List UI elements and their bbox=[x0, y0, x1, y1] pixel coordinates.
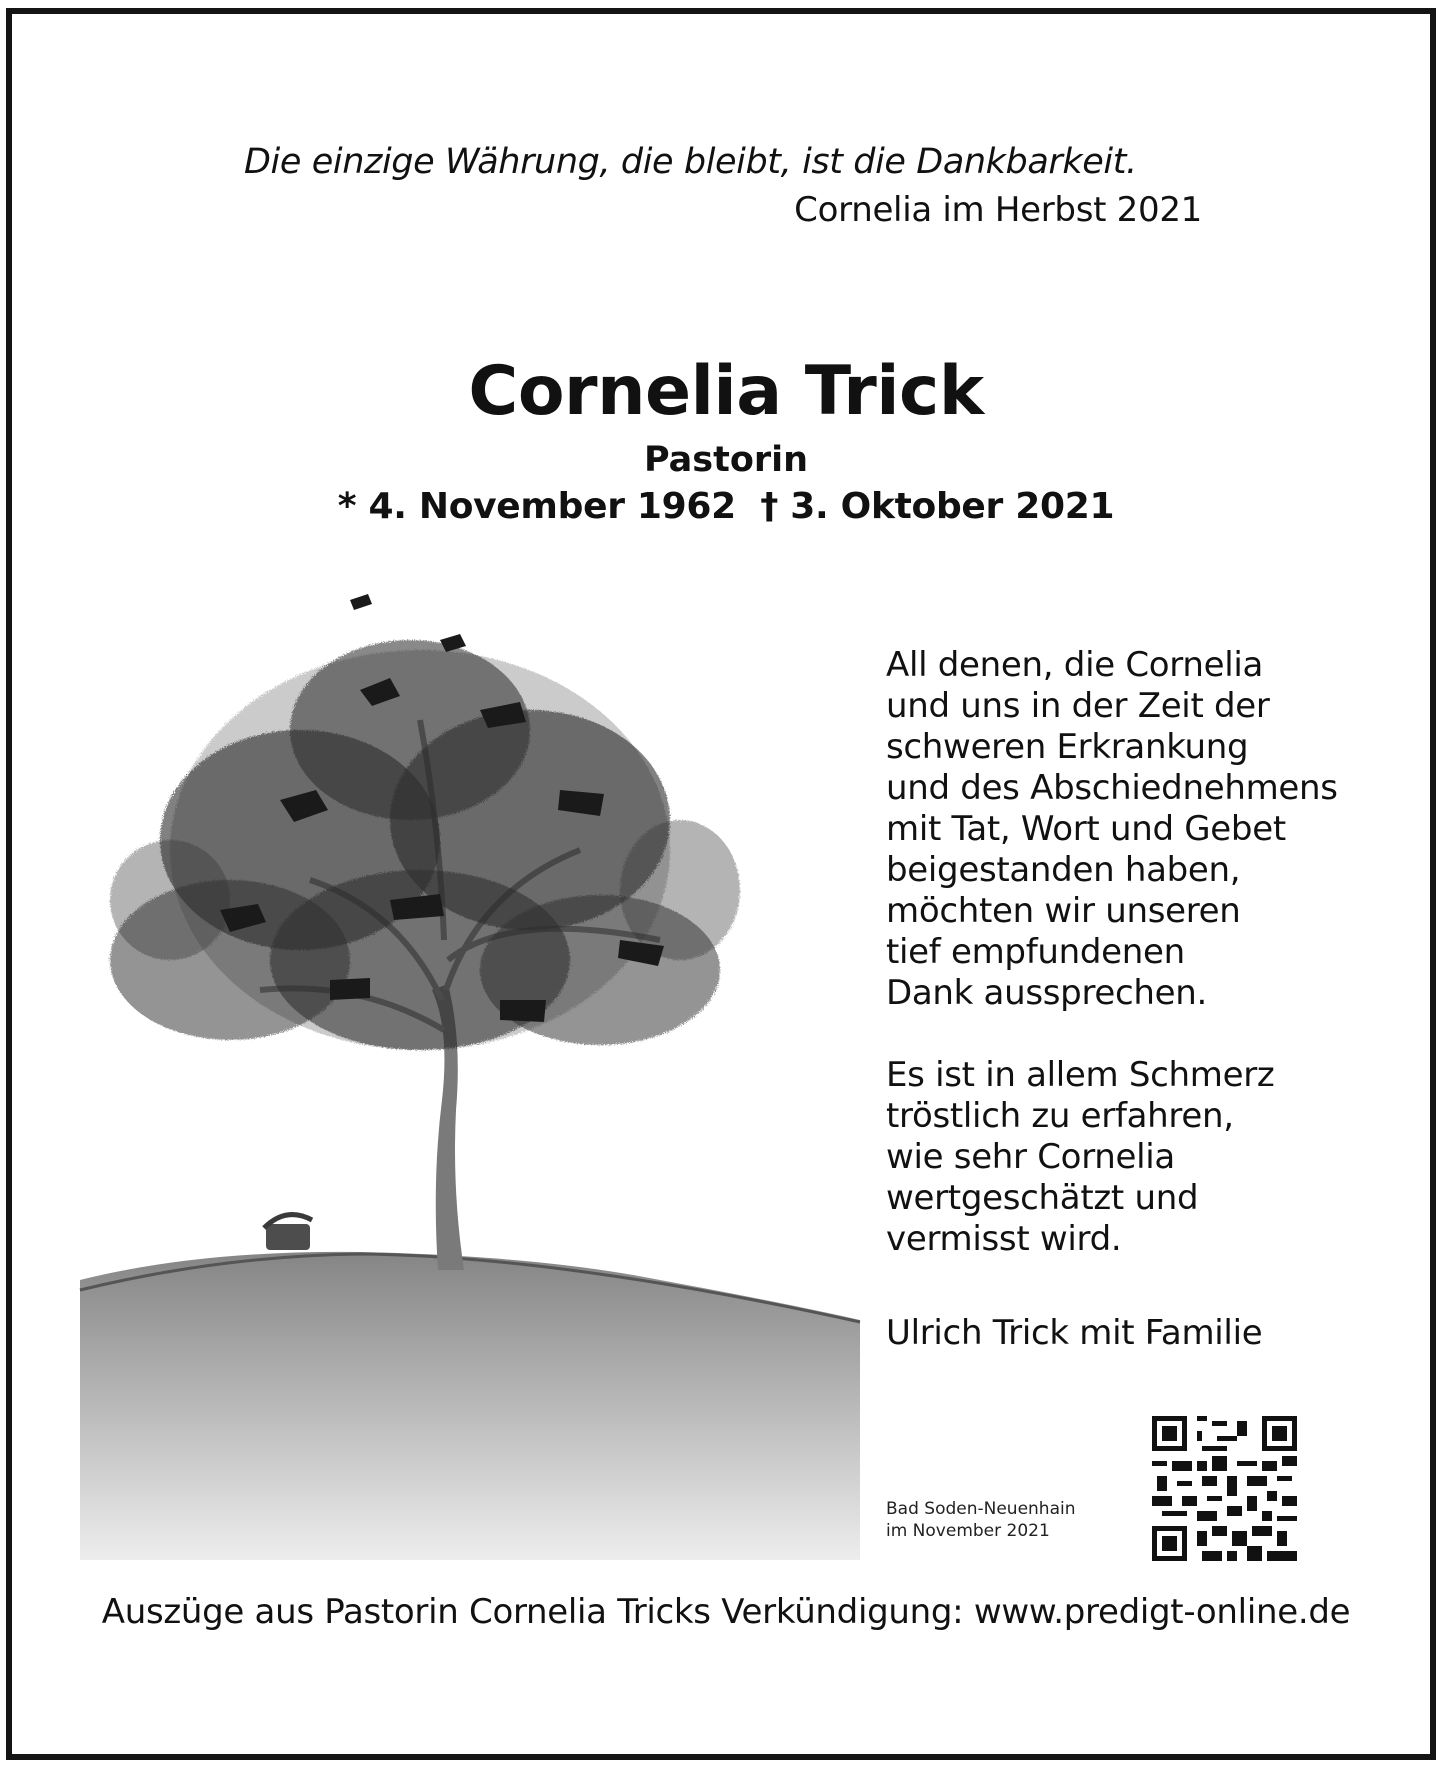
thanks-line: und des Abschiednehmens bbox=[886, 768, 1338, 808]
thanks-line: tief empfundenen bbox=[886, 932, 1185, 972]
deceased-name: Cornelia Trick bbox=[468, 352, 984, 431]
thanks-line: beigestanden haben, bbox=[886, 850, 1241, 890]
thanks-line: Dank aussprechen. bbox=[886, 973, 1208, 1013]
life-dates: * 4. November 1962 † 3. Oktober 2021 bbox=[337, 486, 1115, 527]
quote-text: Die einzige Währung, die bleibt, ist die Dankbarkeit. bbox=[244, 142, 1137, 182]
tree-illustration-icon bbox=[60, 580, 880, 1560]
place-line-2: im November 2021 bbox=[886, 1521, 1050, 1541]
thanks-line: möchten wir unseren bbox=[886, 891, 1241, 931]
signature: Ulrich Trick mit Familie bbox=[886, 1313, 1263, 1353]
footer-reference: Auszüge aus Pastorin Cornelia Tricks Verkündigung: www.predigt-online.de bbox=[101, 1592, 1351, 1632]
place-date bbox=[886, 1498, 1076, 1542]
thanks-line: wie sehr Cornelia bbox=[886, 1137, 1175, 1177]
thanks-line: vermisst wird. bbox=[886, 1219, 1122, 1259]
thanks-line: Es ist in allem Schmerz bbox=[886, 1055, 1275, 1095]
thanks-paragraph-2 bbox=[886, 1055, 1338, 1260]
thanks-line: tröstlich zu erfahren, bbox=[886, 1096, 1234, 1136]
thanks-line: mit Tat, Wort und Gebet bbox=[886, 809, 1286, 849]
thanks-paragraph-1 bbox=[886, 645, 1338, 1014]
quote-attribution: Cornelia im Herbst 2021 bbox=[794, 190, 1202, 230]
deceased-role: Pastorin bbox=[643, 440, 809, 480]
thanks-text bbox=[886, 645, 1338, 1354]
thanks-line: und uns in der Zeit der bbox=[886, 686, 1270, 726]
place-line-1: Bad Soden-Neuenhain bbox=[886, 1499, 1076, 1519]
thanks-line: All denen, die Cornelia bbox=[886, 645, 1264, 685]
thanks-line: schweren Erkrankung bbox=[886, 727, 1249, 767]
qr-code-icon[interactable] bbox=[1152, 1416, 1297, 1561]
thanks-line: wertgeschätzt und bbox=[886, 1178, 1199, 1218]
